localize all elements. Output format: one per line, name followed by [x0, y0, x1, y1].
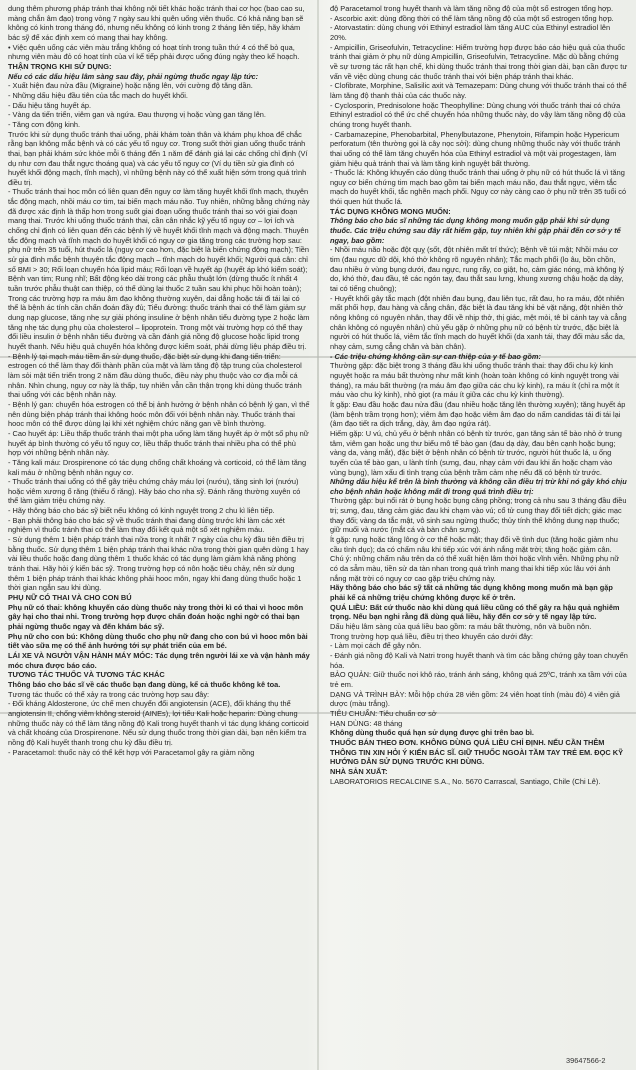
right-paragraph: - Nhồi máu não hoặc đột quỵ (sốt, đột nhiên mất trí thức); Bệnh về túi mật; Nhồi máu cơ tim (đau ngực dữ dội, khó thở không rõ nguyên nhân); Tắc mạch phổi (lo âu, bồn chồn, đau nhiều ở vùng bụng dưới, đau ngực, rung rẩy, co giật, ho, cảm giác nóng, mà không lý do, khó thở, đau đầu, tê các ngón tay, đau thắt sau lưng, khung xương chậu hoặc dạ dày, tai có tiếng chuông); [330, 245, 624, 294]
left-paragraph: - Cao huyết áp: Liều thấp thuốc tránh thai một pha uống làm tăng huyết áp ở một số phụ nữ huyết áp bình thường có yếu tố nguy cơ, liều thấp thuốc tránh thai nhiều pha có thể phù hợp với những bệnh nhân này. [8, 428, 309, 458]
left-paragraph: TƯƠNG TÁC THUỐC VÀ TƯƠNG TÁC KHÁC [8, 670, 165, 680]
right-paragraph: Ít gặp: Đau đầu hoặc đau nửa đầu (đau nhiều hoặc tăng lên thường xuyên); tăng huyết áp (làm bệnh trầm trọng hơn); viêm âm đạo hoặc viêm âm đạo do nấm candidas tái đi tái lại (âm đạo tiết ra dịch trắng, dày, âm đạo ngứa rát). [330, 399, 626, 429]
right-paragraph: Thông báo cho bác sĩ những tác dụng không mong muốn gặp phải khi sử dụng thuốc. Các triệu chứng sau đây rất hiếm gặp, tuy nhiên khi gặp phải đến cơ sở y tế ngay, bao gồm: [330, 216, 621, 245]
right-text-column [330, 4, 628, 1042]
right-paragraph: - Ascorbic axit: dùng đồng thời có thể làm tăng nồng độ của một số estrogen tổng hợp. [330, 13, 614, 23]
right-paragraph: LABORATORIOS RECALCINE S.A., No. 5670 Carrascal, Santiago, Chile (Chi Lê). [330, 776, 601, 786]
left-paragraph: - Paracetamol: thuốc này có thể kết hợp với Paracetamol gây ra giảm nồng [8, 747, 255, 757]
right-paragraph: - Atorvastatin: dùng chung với Ethinyl estradiol làm tăng AUC của Ethinyl estradiol lên 20%. [330, 23, 611, 42]
right-paragraph: Ít gặp: rụng hoặc tăng lông ở cơ thể hoặc mặt; thay đổi về tình dục (tăng hoặc giảm nhu cầu tình dục); da có chấm nâu khi tiếp xúc với ánh nắng mặt trời; tăng hoặc giảm cân. [330, 535, 618, 554]
right-paragraph: Không dùng thuốc quá hạn sử dụng được ghi trên bao bì. [330, 728, 534, 738]
left-paragraph: - Vàng da tiến triển, viêm gan và ngứa. Đau thượng vị hoặc vùng gan tăng lên. [8, 110, 266, 120]
right-paragraph: - Thuốc lá: Không khuyến cáo dùng thuốc tránh thai uống ở phụ nữ có hút thuốc lá vì tăng nguy cơ biến chứng tim mạch bao gồm tai biến mạch máu não, đau thắt ngực, viêm tắc mạch do huyết khối, tắc nghẽn mạch phổi. Nguy cơ này càng cao ở phụ nữ trên 35 tuổi có thói quen hút thuốc lá. [330, 168, 627, 207]
left-paragraph: Phụ nữ cho con bú: Không dùng thuốc cho phụ nữ đang cho con bú vì hooc môn bài tiết vào sữa mẹ có thể ảnh hưởng tới sự phát triển của em bé. [8, 631, 308, 651]
right-paragraph: DẠNG VÀ TRÌNH BÀY: Mỗi hộp chứa 28 viên gồm: 24 viên hoạt tính (màu đỏ) 4 viên giả dược (màu trắng). [330, 689, 620, 709]
left-paragraph: Tương tác thuốc có thể xảy ra trong các trường hợp sau đây: [8, 689, 210, 699]
right-paragraph: Thường gặp: đặc biệt trong 3 tháng đầu khi uống thuốc tránh thai: thay đổi chu kỳ kinh nguyệt hoặc ra máu bất thường như mất kinh (hoàn toàn không có kinh nguyệt trong vài tháng), ra máu bất thường (ra máu âm đạo giữa các chu kỳ kinh), ra máu ít (chỉ ra một ít máu vào chu kỳ kinh), nhỏ giọt (ra máu ít giữa các chu kỳ kinh thường). [330, 361, 620, 400]
right-paragraph: Dấu hiệu lâm sàng của quá liều bao gồm: ra máu bất thường, nôn và buồn nôn. [330, 622, 592, 631]
right-paragraph: QUÁ LIỀU: Bất cứ thuốc nào khi dùng quá liều cũng có thể gây ra hậu quả nghiêm trọng. Nếu bạn nghi rằng đã dùng quá liều, hãy đến cơ sở y tế ngay lập tức. [330, 602, 620, 622]
right-paragraph: BẢO QUẢN: Giữ thuốc nơi khô ráo, tránh ánh sáng, không quá 25ºC, tránh xa tầm với của trẻ em. [330, 670, 627, 689]
left-paragraph: Nếu có các dấu hiệu lâm sàng sau đây, phải ngừng thuốc ngay lập tức: [8, 71, 259, 81]
vertical-fold-line [317, 0, 319, 1070]
left-paragraph: Phụ nữ có thai: không khuyến cáo dùng thuốc này trong thời kì có thai vì hooc môn gây hại cho thai nhi. Trong trường hợp được chẩn đoán hoặc nghi ngờ có thai bạn phải ngừng thuốc ngay và đến khám bác sỹ. [8, 602, 304, 631]
left-paragraph: - Dấu hiệu tăng huyết áp. [8, 100, 91, 110]
left-paragraph: - Xuất hiện đau nửa đầu (Migraine) hoặc nặng lên, với cường độ tăng dần. [8, 81, 253, 91]
left-paragraph: THẬN TRỌNG KHI SỬ DỤNG: [8, 61, 112, 71]
left-paragraph: - Bệnh lý gan: chuyển hóa estrogen có thể bị ảnh hưởng ở bệnh nhân có bệnh lý gan, vì thế nên dùng biện pháp tránh thai không hoóc môn đối với bệnh nhân này. Thuốc tránh thai hooc môn có thể được dùng lại khi xét nghiệm chức năng gan về bình thường. [8, 399, 310, 429]
right-paragraph: - Clofibrate, Morphine, Salisilic axit và Temazepam: Dùng chung với thuốc tránh thai có thể làm tăng độ thanh thải của các thuốc này. [330, 81, 627, 100]
right-paragraph: HẠN DÙNG: 48 tháng [330, 718, 403, 728]
right-paragraph: Hãy thông báo cho bác sỹ tất cả những tác dụng không mong muốn mà bạn gặp phải kể cả những triệu chứng không được kể ở trên. [330, 583, 613, 603]
left-paragraph: • Việc quên uống các viên màu trắng không có hoạt tính trong tuần thứ 4 có thể bỏ qua, nhưng viên màu đỏ có hoạt tính của ví kế tiếp phải được uống đúng ngày theo kế hoạch. [8, 42, 300, 62]
right-paragraph: - Các triệu chứng không cần sự can thiệp của y tế bao gồm: [330, 351, 541, 361]
left-paragraph: - Tăng cơn động kinh. [8, 119, 81, 129]
right-paragraph: Thường gặp: bụi nổi rát ở bụng hoặc bụng căng phồng; trong cả nhu sau 3 tháng đầu điều trị; sưng, đau, tăng cảm giác đau khi chạm vào vú; cổ tử cung thay đổi tiết dịch; giác mạc thay đổi; vàng da tắc mật, vô sinh sau ngừng thuốc; thủy tính thể không dung nạp thuốc; giữ muối và nước (mắt cá và bàn chân sưng). [330, 496, 627, 535]
left-text-column [8, 4, 310, 1064]
left-paragraph: - Tăng kali máu: Drospirenone có tác dụng chống chất khoáng và corticoid, có thể làm tăng kali máu ở những bệnh nhân nguy cơ. [8, 457, 307, 477]
right-paragraph: - Ampicillin, Griseofulvin, Tetracycline: Hiếm trường hợp được báo cáo hiệu quả của thuốc tránh thai giảm ở phụ nữ dùng Ampicillin, Griseofulvin, Tetracycline. Mặc dù bằng chứng về sự tương tác rất hạn chế, khi dùng thuốc tránh thai trong thời gian dài, bạn cần được tư vấn về việc dùng chung các thuốc tránh thai với biện pháp tránh thai khác. [330, 42, 628, 81]
left-paragraph: - Thuốc tránh thai hoc môn có liên quan đến nguy cơ làm tăng huyết khối tĩnh mạch, thuyên tắc động mạch, nhồi máu cơ tim, tai biến mạch máu não. Tuy nhiên, những bằng chứng này đã được xác định là thấp hơn trong suốt giai đoạn uống thuốc tránh thai so với giai đoạn mang thai. Trước khi uống thuốc tránh thai, cần cân nhắc kỹ yếu tố nguy cơ – lợi ích và chống chỉ định có liên quan đến các bệnh lý về huyết khối tĩnh mạch và động mạch. Thuyên tắc động mạch và tĩnh mạch do huyết khối có nguy cơ gia tăng trong các trường hợp sau: phụ nữ trên 35 tuổi, hút thuốc lá (nguy cơ cao hơn, đặc biệt là biến chứng động mạch); Tiền sử gia đình mắc bệnh thuyên tắc động mạch – tĩnh mạch do huyết khối; Người quá cân: chỉ số BMI > 30; Rối loạn chuyển hóa lipid máu; Rối loạn về huyết áp (huyết áp khó kiểm soát); Bệnh van tim; Rung nhĩ; Bất động kéo dài trong các phẫu thuật lớn (dừng thuốc ít nhất 4 tuần trước phẫu thuật can thiệp, có thể dùng lại thuốc 2 tuần sau khi phục hồi hoàn toàn); Trong các trường hợp ra máu âm đạo không thường xuyên, dai dẳng hoặc tái đi tái lại có thể là bệnh ác tính cần chẩn đoán đầy đủ; Tiểu đường: thuốc tránh thai có thể làm giảm sự dung nạp glucose, tăng nhẹ sự giải phóng insuline ở bệnh nhân tiểu đường type 2 hoặc làm tăng nhẹ tác dụng phụ của cholesterol – lipoprotein. Trong một vài trường hợp có thể thay đổi liều insulin ở bệnh nhân tiểu đường và cần đánh giá nồng độ glucose hoặc lipid trong huyết thanh. Nếu hiệu quả chuyển hóa không được kiểm soát, phải dừng liệu pháp điều trị. [8, 187, 310, 351]
right-paragraph: Chú ý: những chấm nâu trên da có thể xuất hiện lâm thời hoặc vĩnh viễn. Những phụ nữ có da sẫm màu, tiền sử da tàn nhan trong quá trình mang thai khi tiếp xúc lâu với ánh nắng mặt trời có nguy cơ cao gặp triệu chứng này. [330, 554, 620, 583]
left-paragraph: - Hãy thông báo cho bác sỹ biết nếu không có kinh nguyệt trong 2 chu kì liên tiếp. [8, 506, 275, 516]
right-paragraph: - Cyclosporin, Prednisolone hoặc Theophylline: Dùng chung với thuốc tránh thai có chứa Ethinyl estradiol có thể ức chế chuyển hóa những thuốc này, do vậy làm tăng nồng độ của chúng trong huyết thanh. [330, 100, 626, 129]
left-paragraph: - Đối kháng Aldosterone, ức chế men chuyển đổi angiotensin (ACE), đối kháng thụ thể angiotensin II, chống viêm không steroid (AINEs), lợi tiểu Kali hoặc heparin: Dùng chung những thuốc này có thể làm tăng nồng độ Kali trong huyết thanh vì tác dụng kháng corticoid và chất khoáng của Drospirenone. Nếu sử dụng thuốc trong thời gian dài, bạn nên kiểm tra nồng độ Kali huyết thanh trong chu kỳ đầu điều trị. [8, 699, 309, 747]
right-paragraph: Trong trường hợp quá liều, điều trị theo khuyến cáo dưới đây: [330, 631, 533, 641]
left-paragraph: - Những dấu hiệu đầu tiên của tắc mạch do huyết khối. [8, 90, 188, 100]
right-paragraph: Những dấu hiệu kể trên là bình thường và không cần điều trị trừ khi nó gây khó chịu cho bệnh nhân hoặc không mất đi trong quá trình điều trị: [330, 477, 627, 496]
left-paragraph: - Sử dụng thêm 1 biện pháp tránh thai nữa trong ít nhất 7 ngày của chu kỳ đầu tiên điều trị bằng thuốc. Sử dụng thêm 1 biện pháp tránh thai khác nữa trong thời gian quên dùng 1 hay vài liều thuốc hoặc đang dùng thêm 1 thuốc khác có tác dụng làm giảm khả năng phòng tránh thai. Hãy hỏi ý kiến bác sỹ. Trong trường hợp có nôn hoặc tiêu chảy, nên sử dụng thêm 1 biện pháp tránh thai khác không phải hooc môn, ngay khi đang dùng thuốc hoặc 1 thời gian ngắn sau khi dùng. [8, 535, 309, 593]
left-paragraph: - Bạn phải thông báo cho bác sỹ về thuốc tránh thai đang dùng trước khi làm các xét nghiệm vì thuốc tránh thai có thể làm thay đổi kết quả một số xét nghiệm máu. [8, 515, 285, 535]
right-paragraph: TÁC DỤNG KHÔNG MONG MUỐN: [330, 206, 451, 216]
right-paragraph: độ Paracetamol trong huyết thanh và làm tăng nồng độ của một số estrogen tổng hợp. [330, 4, 613, 13]
left-paragraph: Trước khi sử dụng thuốc tránh thai uống, phải khám toàn thân và khám phụ khoa để chắc rằng bạn không mắc bệnh và có các yếu tố nguy cơ. Trong suốt thời gian uống thuốc tránh thai, bạn phải khám sức khỏe mỗi 6 tháng đến 1 năm để đánh giá lại các chống chỉ định (Ví dụ như cơn đau thắt ngực thoáng qua) và các yếu tố nguy cơ (Ví dụ tiền sử gia đình có huyết khối động mạch, tĩnh mạch), vì những bệnh này có thể xuất hiện sớm trong quá trình điều trị. [8, 129, 308, 187]
right-paragraph: - Huyết khối gây tắc mạch (đột nhiên đau bụng, đau liên tục, rất đau, ho ra máu, đột nhiên mất phối hợp, đau hàng và cẳng chân, đặc biệt là đau tăng khi bẻ vặt nặng, đột nhiên thở nông không có nguyên nhân, thay đổi về nhịp thở, thị giác, mệt mỏi, tê bì cánh tay và cẳng chân không có nguyên nhân) chủ yếu gặp ở những phụ nữ có bệnh từ trước, đặc biệt là người có hút thuốc lá, viêm tắc tĩnh mạch do huyết khối (da xanh tái, thay đổi màu sắc da, nhạy cảm, sưng cẳng chân và bàn chân). [330, 293, 627, 351]
left-paragraph: PHỤ NỮ CÓ THAI VÀ CHO CON BÚ [8, 593, 132, 603]
right-paragraph: THUỐC BÁN THEO ĐƠN. KHÔNG DÙNG QUÁ LIỀU CHỈ ĐỊNH. NẾU CẦN THÊM THÔNG TIN XIN HỎI Ý KIẾN BÁC SĨ. GIỮ THUỐC NGOÀI TẦM TAY TRẺ EM. ĐỌC KỸ HƯỚNG DẪN SỬ DỤNG TRƯỚC KHI DÙNG. [330, 737, 624, 767]
right-paragraph: - Đánh giá nồng độ Kali và Natri trong huyết thanh và tìm các bằng chứng gây toan chuyển hóa. [330, 650, 628, 670]
left-paragraph: - Bệnh lý tại mạch máu tiềm ẩn sử dụng thuốc, đặc biệt sử dụng khi đang tiến triển: estrogen có thể làm thay đổi thành phần của mật và làm tăng độ tập trung của cholesterol làm sỏi mật tiến triển trong 2 năm đầu dùng thuốc, điều này phụ thuộc vào cơ địa mỗi cá nhân. Nhìn chung, nguy cơ này là thấp, tuy nhiên vẫn cần thận trọng khi dùng thuốc tránh thai uống với các bệnh nhân này. [8, 351, 302, 400]
left-paragraph: - Thuốc tránh thai uống có thể gây triệu chứng chảy máu lợi (nướu), tăng sinh lợi (nướu) hoặc viêm xương ổ răng (thiếu ổ răng). Hãy báo cho nha sỹ. Đánh răng thường xuyên có thể làm giảm triệu chứng này. [8, 477, 301, 506]
right-paragraph: - Carbamazepine, Phenobarbital, Phenylbutazone, Phenytoin, Rifampin hoặc Hypericum perforatum (tên thường gọi là cây nọc sởi): dùng chung những thuốc này với thuốc tránh thai uống có thể làm tăng chuyển hóa của Ethinyl estradiol và một vài progestagen, làm giảm hiệu quả tránh thai và làm tăng kinh nguyệt bất thường. [330, 129, 621, 168]
right-paragraph: TIÊU CHUẨN: Tiêu chuẩn cơ sở [330, 708, 437, 718]
left-paragraph: dung thêm phương pháp tránh thai không nội tiết khác hoặc tránh thai cơ học (bao cao su, màng chắn âm đạo) trong vòng 7 ngày sau khi quên uống viên thuốc. Có khả năng bạn sẽ không có kinh trong tháng đó, nhưng nếu không có kinh trong 2 tháng liên tiếp, hãy khám bác sỹ để xác định xem có mang thai hay không. [8, 4, 305, 42]
left-paragraph: Thông báo cho bác sĩ về các thuốc bạn đang dùng, kể cả thuốc không kê toa. [8, 679, 281, 689]
document-code: 39647566-2 [566, 1056, 606, 1065]
right-paragraph: NHÀ SẢN XUẤT: [330, 766, 388, 776]
right-paragraph: Hiếm gặp: U vú, chủ yếu ở bệnh nhân có bệnh từ trước, gan tăng sản tế bào nhỏ ở trung tâm, viêm gan hoặc ung thư biểu mô tế bào gan (đau dạ dày, đau bên cạnh hoặc bụng; vàng da, vàng mắt), đặc biệt ở bệnh nhân có bệnh từ trước, người hút thuốc lá, u ống tuyến của tế bào gan, u lành tính (sưng, đau, nhạy cảm với đau khi ấn hoặc chạm vào vùng bụng), làm xấu đi tình trạng của bệnh trầm cảm nhẹ nếu đã có bệnh từ trước. [330, 428, 622, 477]
left-paragraph: LÁI XE VÀ NGƯỜI VẬN HÀNH MÁY MÓC: Tác dụng trên người lái xe và vận hành máy móc chưa được báo cáo. [8, 650, 310, 670]
right-paragraph: - Làm mọi cách để gây nôn. [330, 641, 422, 651]
